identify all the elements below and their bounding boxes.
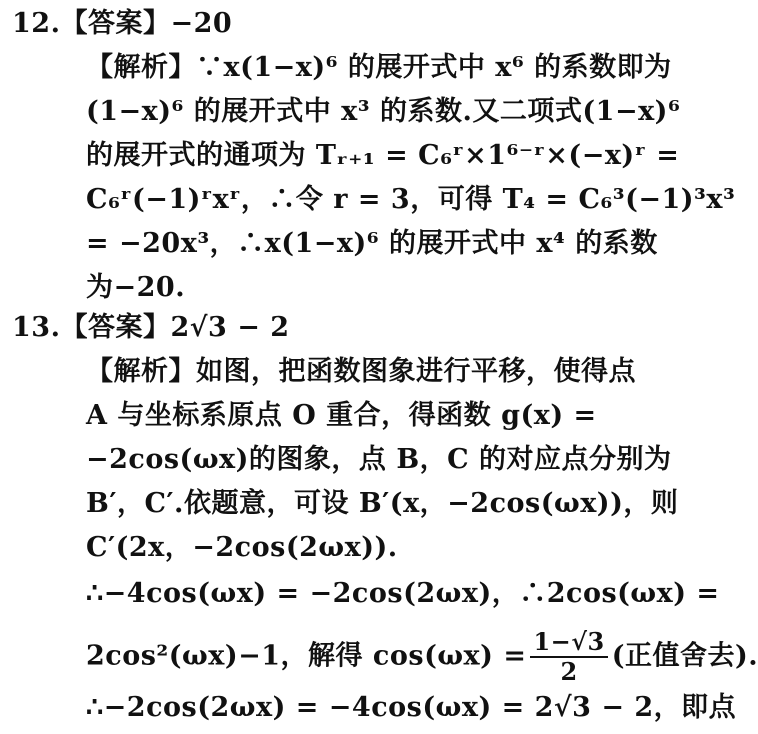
q12-answer-value: −20 [170,8,233,39]
q12-line-5: = −20x³，∴x(1−x)⁶ 的展开式中 x⁴ 的系数 [86,228,658,259]
q13-line-7-text: 2cos²(ωx)−1，解得 cos(ωx) = [86,640,527,672]
q13-number: 13. [12,312,61,343]
q13-fraction-numerator: 1−√3 [530,628,607,658]
q13-line-4: B′，C′.依题意，可设 B′(x，−2cos(ωx))，则 [86,488,679,519]
q13-answer-tag: 【答案】 [60,312,171,343]
q12-number: 12. [12,8,61,39]
q12-line-1: 【解析】∵x(1−x)⁶ 的展开式中 x⁶ 的系数即为 [86,52,672,83]
q12-header [12,2,232,46]
q13-fraction [530,628,607,686]
q13-line-8: ∴−2cos(2ωx) = −4cos(ωx) = 2√3 − 2，即点 [86,692,737,723]
q13-line-5: C′(2x，−2cos(2ωx)). [86,532,398,563]
q13-fraction-denominator: 2 [560,657,578,686]
q12-line-4: C₆ʳ(−1)ʳxʳ，∴令 r = 3，可得 T₄ = C₆³(−1)³x³ [86,184,736,215]
q12-line-2: (1−x)⁶ 的展开式中 x³ 的系数.又二项式(1−x)⁶ [86,96,681,127]
q13-answer-value: 2√3 − 2 [170,312,290,343]
q13-line-7-suffix: (正值舍去). [611,640,758,672]
q12-line-3: 的展开式的通项为 Tᵣ₊₁ = C₆ʳ×1⁶⁻ʳ×(−x)ʳ = [86,140,680,171]
q13-line-2: A 与坐标系原点 O 重合，得函数 g(x) = [86,400,597,431]
q12-answer-tag: 【答案】 [60,8,171,39]
q13-line-3: −2cos(ωx)的图象，点 B，C 的对应点分别为 [86,444,672,475]
q13-line-6: ∴−4cos(ωx) = −2cos(2ωx)，∴2cos(ωx) = [86,578,720,609]
q13-header [12,306,290,350]
q13-line-1: 【解析】如图，把函数图象进行平移，使得点 [86,356,636,387]
q12-line-6: 为−20. [86,272,186,303]
q13-line-7 [86,628,758,686]
